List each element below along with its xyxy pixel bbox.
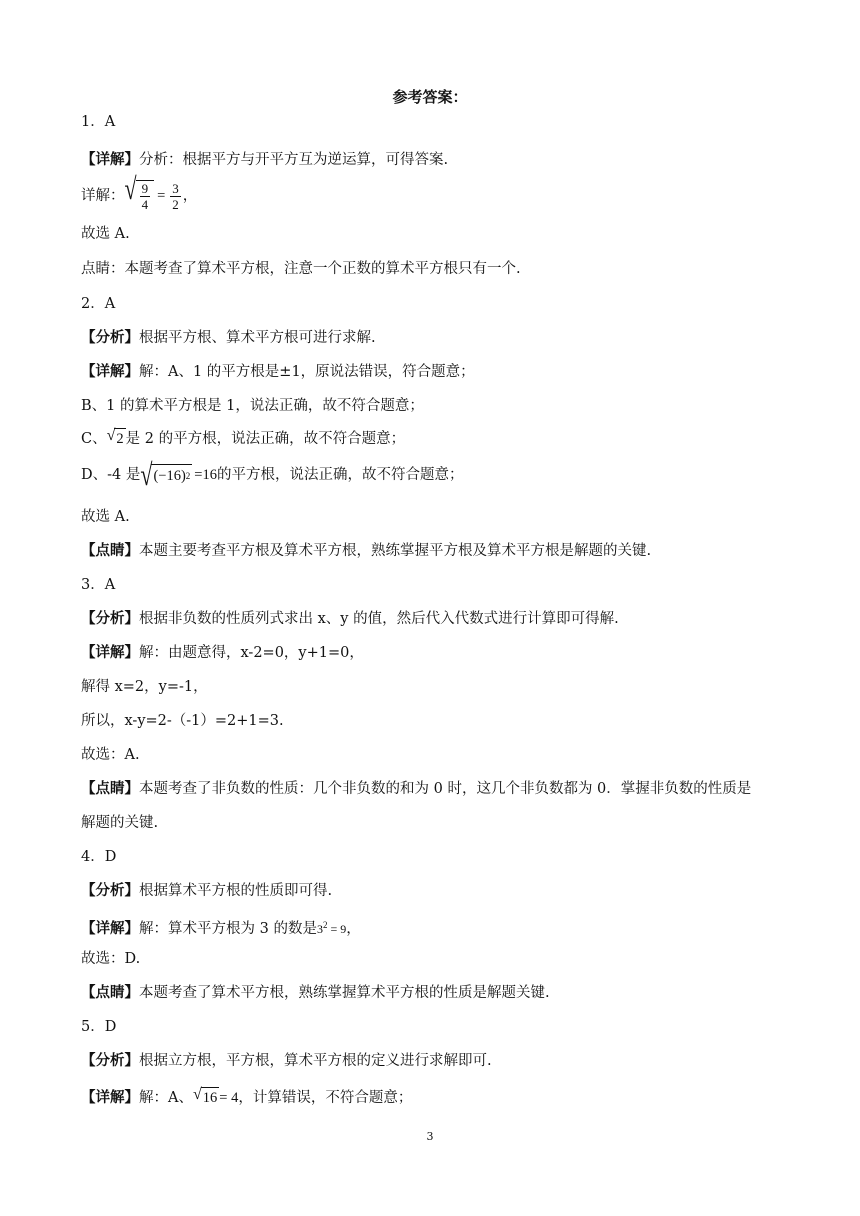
sqrt-expression: √ 2 xyxy=(106,427,124,447)
q3-remark-cont: 解题的关键. xyxy=(81,815,159,831)
q3-result: 所以，x-y=2-（-1）=2+1=3. xyxy=(81,713,284,729)
page-number: 3 xyxy=(426,1130,434,1143)
q1-answer: 1．A xyxy=(81,114,116,130)
q1-choice: 故选 A. xyxy=(81,226,130,242)
q4-analysis: 【分析】根据算术平方根的性质即可得. xyxy=(81,882,333,899)
sqrt-expression: √ 16 xyxy=(192,1086,218,1106)
sqrt-expression: √ (−16) 2 xyxy=(140,456,191,492)
q2-detail: 【详解】解：A、1 的平方根是±1，原说法错误，符合题意； xyxy=(81,363,475,380)
q3-analysis: 【分析】根据非负数的性质列式求出 x、y 的值，然后代入代数式进行计算即可得解. xyxy=(81,610,619,627)
q3-solve: 解得 x=2，y=-1， xyxy=(81,679,208,695)
q5-detail: 【详解】 解：A、 √ 16 = 4 ，计算错误，不符合题意； xyxy=(81,1086,413,1106)
page-title: 参考答案： xyxy=(392,88,468,106)
q3-detail: 【详解】解：由题意得，x-2=0，y+1=0， xyxy=(81,644,364,661)
q2-line-c: C、 √ 2 是 2 的平方根，说法正确，故不符合题意； xyxy=(81,427,406,447)
sqrt-expression xyxy=(124,170,155,212)
fraction-out: $\frac{3}{2}$ xyxy=(172,180,179,212)
q1-remark: 点睛：本题考查了算术平方根，注意一个正数的算术平方根只有一个. xyxy=(81,261,521,277)
fraction-in: $\frac{9}{4}$ xyxy=(141,181,149,212)
q4-choice: 故选：D. xyxy=(81,951,141,967)
detail-tag: 【详解】 xyxy=(81,151,139,168)
detail-text: 分析：根据平方与开平方互为逆运算，可得答案. xyxy=(139,152,449,168)
calc-label: 详解： xyxy=(81,188,125,204)
q2-line-b: B、1 的算术平方根是 1，说法正确，故不符合题意； xyxy=(81,398,424,414)
q4-remark: 【点睛】本题考查了算术平方根，熟练掌握算术平方根的性质是解题关键. xyxy=(81,984,550,1001)
q5-analysis: 【分析】根据立方根，平方根，算术平方根的定义进行求解即可. xyxy=(81,1052,492,1069)
q5-answer: 5．D xyxy=(81,1019,117,1035)
q2-choice: 故选 A. xyxy=(81,509,130,525)
q2-line-d: D、-4 是 √ (−16) 2 =16 的平方根，说法正确，故不符合题意； xyxy=(81,456,464,492)
q4-answer: 4．D xyxy=(81,849,117,865)
q4-detail: 【详解】解：算术平方根为 3 的数是$3^2 = 9$， xyxy=(81,920,361,937)
q2-remark: 【点睛】本题主要考查平方根及算术平方根，熟练掌握平方根及算术平方根是解题的关键. xyxy=(81,542,652,559)
q3-answer: 3．A xyxy=(81,577,116,593)
q3-choice: 故选：A. xyxy=(81,747,140,763)
radical-sign: √ xyxy=(124,170,137,206)
q2-analysis: 【分析】根据平方根、算术平方根可进行求解. xyxy=(81,329,376,346)
q1-calc: 详解： √ $\frac{9}{4}$ = $\frac{3}{2}$ ， xyxy=(81,178,781,214)
q1-detail xyxy=(81,150,781,170)
q2-answer: 2．A xyxy=(81,296,116,312)
q3-remark: 【点睛】本题考查了非负数的性质：几个非负数的和为 0 时，这几个非负数都为 0．掌握非负数的性质是 xyxy=(81,780,752,797)
